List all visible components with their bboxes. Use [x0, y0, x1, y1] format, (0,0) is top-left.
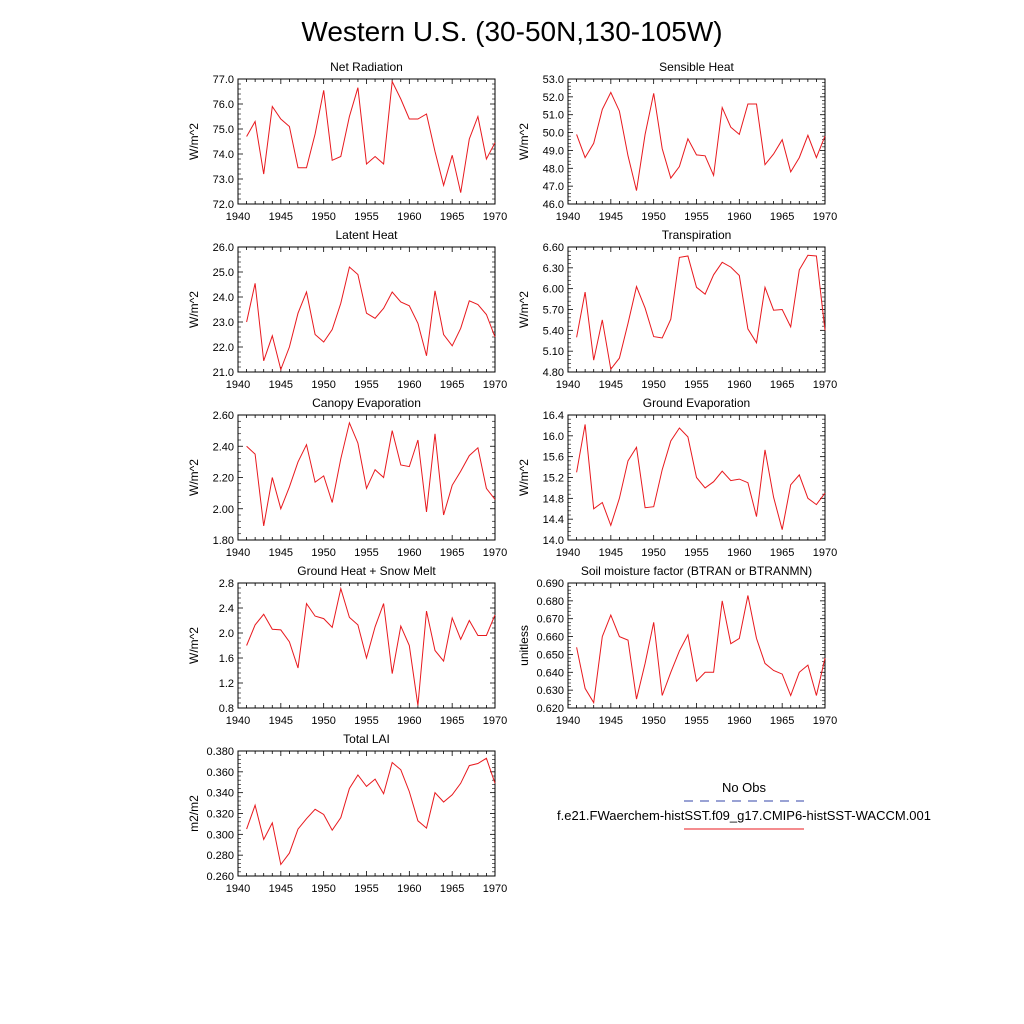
panel-grid [187, 60, 837, 895]
x-tick-label: 1950 [641, 211, 666, 223]
y-tick-label: 0.620 [536, 703, 564, 715]
y-tick-label: 1.2 [218, 678, 234, 690]
x-tick-label: 1965 [439, 715, 465, 727]
y-tick-label: 6.00 [542, 283, 564, 296]
x-tick-label: 1970 [812, 715, 838, 727]
y-axis-label: W/m^2 [187, 291, 201, 328]
series-line [577, 92, 825, 190]
y-tick-label: 5.10 [542, 346, 564, 359]
series-line [247, 589, 495, 706]
x-tick-label: 1965 [439, 547, 465, 559]
x-tick-label: 1955 [684, 211, 709, 223]
panel-title: Net Radiation [330, 60, 403, 74]
y-tick-label: 0.680 [536, 595, 564, 608]
y-tick-label: 0.630 [536, 685, 564, 698]
x-tick-label: 1965 [769, 547, 795, 559]
y-axis-label: W/m^2 [187, 459, 201, 496]
y-tick-label: 74.0 [212, 149, 234, 161]
y-tick-label: 0.380 [206, 746, 234, 758]
y-tick-label: 0.340 [206, 787, 234, 800]
x-tick-label: 1945 [268, 547, 294, 559]
x-tick-label: 1970 [812, 211, 838, 223]
panel-title: Canopy Evaporation [312, 396, 421, 410]
y-tick-label: 50.0 [542, 127, 564, 140]
y-tick-label: 5.70 [542, 304, 564, 317]
y-tick-label: 2.8 [218, 578, 234, 590]
series-line [247, 82, 495, 193]
y-tick-label: 2.40 [212, 441, 234, 454]
x-tick-label: 1955 [684, 715, 709, 727]
y-tick-label: 16.4 [542, 410, 564, 422]
y-axis-label: W/m^2 [517, 459, 531, 496]
y-tick-label: 0.660 [536, 631, 564, 644]
y-tick-label: 24.0 [212, 292, 234, 304]
y-tick-label: 0.650 [536, 649, 564, 662]
plot-frame [568, 79, 825, 204]
panel-title: Sensible Heat [659, 60, 734, 74]
plot-frame [238, 79, 495, 204]
x-tick-label: 1940 [555, 715, 581, 727]
y-tick-label: 15.2 [542, 472, 564, 485]
y-tick-label: 6.60 [542, 242, 564, 254]
x-tick-label: 1955 [354, 547, 379, 559]
panel-title: Ground Evaporation [642, 396, 751, 410]
figure-title: Western U.S. (30-50N,130-105W) [301, 16, 723, 47]
x-tick-label: 1955 [684, 379, 709, 391]
panel-title: Total LAI [343, 732, 390, 746]
x-tick-label: 1950 [311, 547, 336, 559]
y-tick-label: 1.6 [218, 653, 234, 665]
y-axis-label: W/m^2 [517, 291, 531, 328]
series-line [247, 267, 495, 370]
x-tick-label: 1970 [482, 211, 508, 223]
panel-2 [187, 228, 507, 391]
y-tick-label: 48.0 [542, 163, 564, 176]
panel-title: Latent Heat [335, 228, 398, 242]
y-tick-label: 22.0 [212, 342, 234, 354]
x-tick-label: 1950 [311, 883, 336, 895]
x-tick-label: 1970 [482, 883, 508, 895]
plot-frame [238, 583, 495, 708]
x-tick-label: 1940 [225, 715, 251, 727]
y-tick-label: 46.0 [542, 199, 564, 211]
x-tick-label: 1940 [225, 379, 251, 391]
y-tick-label: 0.320 [206, 808, 234, 821]
panel-3 [517, 228, 837, 391]
y-tick-label: 5.40 [542, 325, 564, 338]
y-tick-label: 0.8 [218, 703, 234, 715]
y-tick-label: 2.60 [212, 410, 234, 422]
x-tick-label: 1960 [727, 547, 752, 559]
y-axis-label: W/m^2 [187, 627, 201, 664]
y-tick-label: 16.0 [542, 430, 564, 443]
x-tick-label: 1945 [268, 883, 294, 895]
y-tick-label: 0.260 [206, 871, 234, 883]
y-tick-label: 25.0 [212, 267, 234, 279]
x-tick-label: 1960 [727, 379, 752, 391]
y-tick-label: 2.0 [218, 628, 234, 640]
x-tick-label: 1945 [268, 715, 294, 727]
y-tick-label: 6.30 [542, 262, 564, 275]
x-tick-label: 1940 [555, 547, 581, 559]
legend-model-label: f.e21.FWaerchem-histSST.f09_g17.CMIP6-histSST-WACCM.001 [557, 808, 931, 823]
y-tick-label: 51.0 [542, 109, 564, 122]
y-axis-label: m2/m2 [187, 795, 201, 832]
y-tick-label: 23.0 [212, 317, 234, 329]
x-tick-label: 1960 [397, 715, 422, 727]
x-tick-label: 1970 [482, 379, 508, 391]
y-tick-label: 2.20 [212, 472, 234, 485]
x-tick-label: 1970 [812, 547, 838, 559]
y-axis-label: W/m^2 [187, 123, 201, 160]
y-tick-label: 0.280 [206, 850, 234, 863]
y-tick-label: 21.0 [212, 367, 234, 379]
x-tick-label: 1970 [482, 715, 508, 727]
plot-frame [568, 583, 825, 708]
y-tick-label: 75.0 [212, 124, 234, 136]
x-tick-label: 1960 [727, 211, 752, 223]
x-tick-label: 1960 [397, 211, 422, 223]
legend [557, 780, 931, 829]
x-tick-label: 1940 [555, 379, 581, 391]
y-tick-label: 47.0 [542, 181, 564, 194]
y-tick-label: 0.690 [536, 578, 564, 590]
x-tick-label: 1945 [268, 211, 294, 223]
x-tick-label: 1945 [598, 211, 624, 223]
panel-title: Transpiration [661, 228, 732, 242]
y-tick-label: 14.0 [542, 535, 564, 547]
x-tick-label: 1955 [354, 715, 379, 727]
y-tick-label: 15.6 [542, 451, 564, 464]
panel-8 [187, 732, 507, 895]
x-tick-label: 1950 [641, 547, 666, 559]
x-tick-label: 1955 [354, 211, 379, 223]
x-tick-label: 1940 [225, 883, 251, 895]
x-tick-label: 1965 [769, 715, 795, 727]
y-tick-label: 14.4 [542, 514, 564, 527]
y-axis-label: unitless [517, 625, 531, 666]
series-line [247, 423, 495, 526]
series-line [577, 255, 825, 369]
x-tick-label: 1945 [268, 379, 294, 391]
plot-frame [568, 247, 825, 372]
x-tick-label: 1955 [354, 883, 379, 895]
y-tick-label: 0.640 [536, 667, 564, 680]
x-tick-label: 1960 [727, 715, 752, 727]
panel-title: Soil moisture factor (BTRAN or BTRANMN) [580, 564, 813, 578]
y-tick-label: 0.360 [206, 766, 234, 779]
y-tick-label: 4.80 [542, 367, 564, 379]
y-tick-label: 53.0 [542, 74, 564, 86]
y-tick-label: 2.00 [212, 503, 234, 516]
plot-frame [238, 751, 495, 876]
x-tick-label: 1965 [769, 211, 795, 223]
y-tick-label: 14.8 [542, 493, 564, 506]
y-tick-label: 72.0 [212, 199, 234, 211]
x-tick-label: 1950 [311, 379, 336, 391]
x-tick-label: 1940 [555, 211, 581, 223]
x-tick-label: 1950 [311, 211, 336, 223]
panel-0 [187, 60, 507, 223]
x-tick-label: 1955 [684, 547, 709, 559]
x-tick-label: 1950 [641, 379, 666, 391]
x-tick-label: 1960 [397, 379, 422, 391]
panel-4 [187, 396, 507, 559]
y-axis-label: W/m^2 [517, 123, 531, 160]
y-tick-label: 26.0 [212, 242, 234, 254]
y-tick-label: 52.0 [542, 91, 564, 104]
x-tick-label: 1970 [812, 379, 838, 391]
y-tick-label: 77.0 [212, 74, 234, 86]
y-tick-label: 0.670 [536, 613, 564, 626]
x-tick-label: 1970 [482, 547, 508, 559]
x-tick-label: 1960 [397, 883, 422, 895]
x-tick-label: 1950 [311, 715, 336, 727]
y-tick-label: 0.300 [206, 829, 234, 842]
panel-7 [517, 564, 837, 727]
panel-5 [517, 396, 837, 559]
x-tick-label: 1940 [225, 547, 251, 559]
y-tick-label: 2.4 [218, 603, 234, 615]
series-line [577, 424, 825, 529]
y-tick-label: 76.0 [212, 99, 234, 111]
x-tick-label: 1965 [439, 883, 465, 895]
series-line [577, 596, 825, 703]
x-tick-label: 1955 [354, 379, 379, 391]
y-tick-label: 73.0 [212, 174, 234, 186]
panel-1 [517, 60, 837, 223]
legend-obs-label: No Obs [721, 780, 767, 795]
x-tick-label: 1965 [769, 379, 795, 391]
x-tick-label: 1945 [598, 715, 624, 727]
x-tick-label: 1950 [641, 715, 666, 727]
y-tick-label: 1.80 [212, 535, 234, 547]
panel-title: Ground Heat + Snow Melt [297, 564, 436, 578]
x-tick-label: 1960 [397, 547, 422, 559]
x-tick-label: 1965 [439, 211, 465, 223]
panel-6 [187, 564, 507, 727]
y-tick-label: 49.0 [542, 145, 564, 158]
x-tick-label: 1945 [598, 379, 624, 391]
series-line [247, 758, 495, 864]
x-tick-label: 1965 [439, 379, 465, 391]
x-tick-label: 1945 [598, 547, 624, 559]
x-tick-label: 1940 [225, 211, 251, 223]
